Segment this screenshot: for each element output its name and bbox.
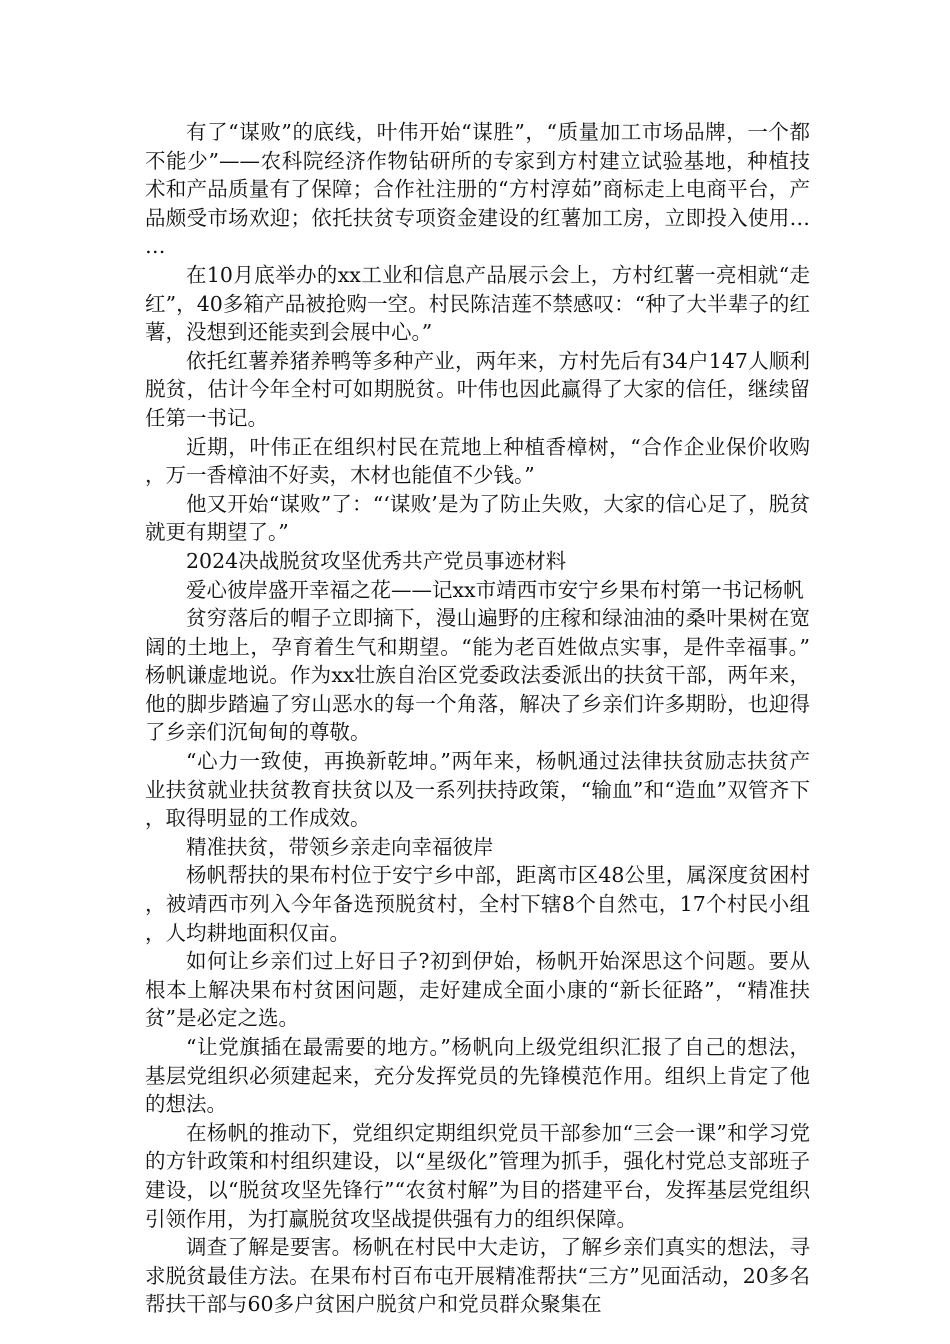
paragraph: 在10月底举办的xx工业和信息产品展示会上，方村红薯一亮相就“走红”，40多箱产品被抢购一空。村民陈洁莲不禁感叹：“种了大半辈子的红薯，没想到还能卖到会展中心。” [145,262,810,345]
paragraph: “心力一致使，再换新乾坤。”两年来，杨帆通过法律扶贫励志扶贫产业扶贫就业扶贫教育扶贫以及一系列扶持政策，“输血”和“造血”双管齐下，取得明显的工作成效。 [145,749,810,831]
article-subtitle: 爱心彼岸盛开幸福之花——记xx市靖西市安宁乡果布村第一书记杨帆 [186,577,804,602]
paragraph: 在杨帆的推动下，党组织定期组织党员干部参加“三会一课”和学习党的方针政策和村组织建设，以“星级化”管理为抓手，强化村党总支部班子建设，以“脱贫攻坚先锋行”“农贫村解”为目的搭建平台，发挥基层党组织引领作用，为打赢脱贫攻坚战提供强有力的组织保障。 [145,1120,810,1231]
paragraph: 近期，叶伟正在组织村民在荒地上种植香樟树，“合作企业保价收购，万一香樟油不好卖，木材也能值不少钱。” [145,434,810,488]
paragraph: 如何让乡亲们过上好日子?初到伊始，杨帆开始深思这个问题。要从根本上解决果布村贫困问题，走好建成全面小康的“新长征路”，“精准扶贫”是必定之选。 [145,949,810,1031]
paragraph: “让党旗插在最需要的地方。”杨帆向上级党组织汇报了自己的想法，基层党组织必须建起来，充分发挥党员的先锋模范作用。组织上肯定了他的想法。 [145,1035,810,1117]
paragraph: 依托红薯养猪养鸭等多种产业，两年来，方村先后有34户147人顺利脱贫，估计今年全村可如期脱贫。叶伟也因此赢得了大家的信任，继续留任第一书记。 [145,348,810,430]
paragraph: 贫穷落后的帽子立即摘下，漫山遍野的庄稼和绿油油的桑叶果树在宽阔的土地上，孕育着生气和期望。“能为老百姓做点实事，是件幸福事。”杨帆谦虚地说。作为xx壮族自治区党委政法委派出的扶贫干部，两年来，他的脚步踏遍了穷山恶水的每一个角落，解决了乡亲们许多期盼，也迎得了乡亲们沉甸甸的尊敬。 [145,606,810,745]
section-title: 2024决战脱贫攻坚优秀共产党员事迹材料 [186,548,567,573]
document-body [145,118,810,1319]
paragraph: 有了“谋败”的底线，叶伟开始“谋胜”，“质量加工市场品牌，一个都不能少”——农科院经济作物钻研所的专家到方村建立试验基地，种植技术和产品质量有了保障；合作社注册的“方村淳茹”商标走上电商平台，产品颇受市场欢迎；依托扶贫专项资金建设的红薯加工房，立即投入使用…… [145,120,810,259]
section-heading: 精准扶贫，带领乡亲走向幸福彼岸 [186,834,494,859]
paragraph: 他又开始“谋败”了：“‘谋败’是为了防止失败，大家的信心足了，脱贫就更有期望了。” [145,491,810,545]
paragraph: 调查了解是要害。杨帆在村民中大走访，了解乡亲们真实的想法，寻求脱贫最佳方法。在果布村百布屯开展精准帮扶“三方”见面活动，20多名帮扶干部与60多户贫困户脱贫户和党员群众聚集在 [145,1235,810,1317]
paragraph: 杨帆帮扶的果布村位于安宁乡中部，距离市区48公里，属深度贫困村，被靖西市列入今年备选预脱贫村，全村下辖8个自然屯，17个村民小组，人均耕地面积仅亩。 [145,863,810,945]
